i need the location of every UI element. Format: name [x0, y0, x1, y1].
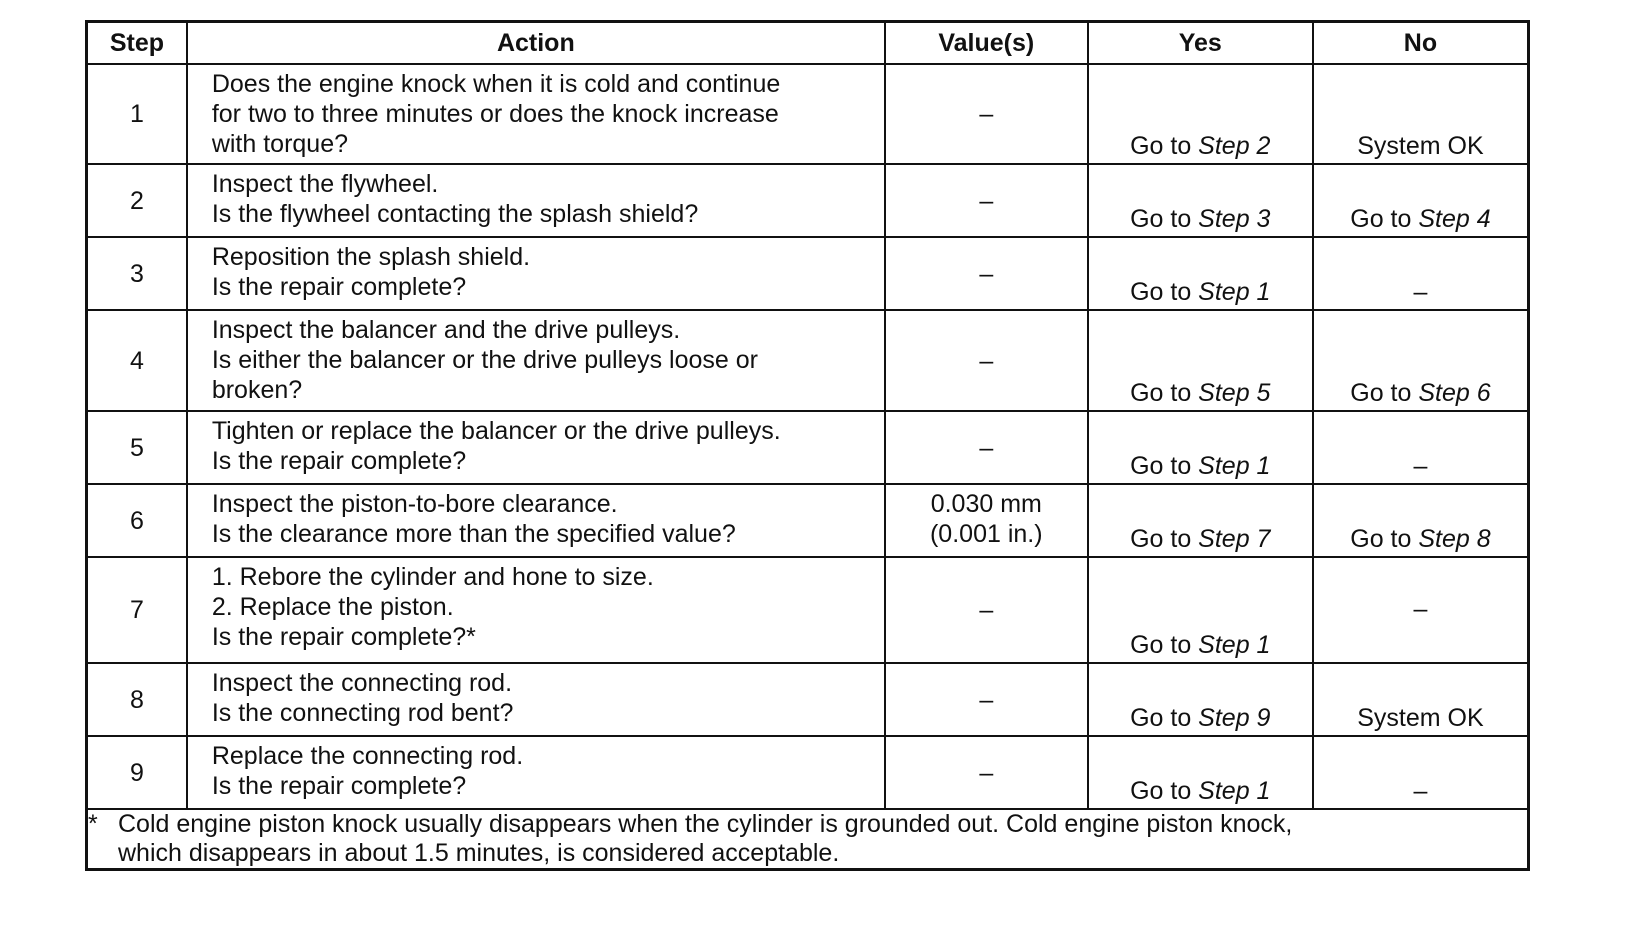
goto-step-ref: Step 1 — [1198, 631, 1271, 659]
goto-step-ref: Step 2 — [1198, 132, 1271, 160]
step-number: 3 — [87, 237, 187, 310]
value-cell — [885, 663, 1088, 736]
goto-prefix: Go to — [1130, 278, 1199, 306]
value-line: (0.001 in.) — [929, 520, 1043, 548]
action-cell — [187, 310, 885, 411]
action-line: Inspect the piston-to-bore clearance. — [211, 490, 618, 518]
value-line: – — [979, 346, 994, 375]
action-cell — [187, 484, 885, 557]
header-values: Value(s) — [885, 22, 1088, 65]
table-row — [87, 557, 1529, 663]
value-cell — [885, 164, 1088, 237]
goto-prefix: Go to — [1130, 777, 1199, 805]
value-cell — [885, 557, 1088, 663]
table-row — [87, 411, 1529, 484]
yes-cell — [1088, 484, 1313, 557]
action-line: with torque? — [211, 130, 349, 158]
goto-step-ref: Step 5 — [1198, 379, 1271, 407]
action-cell — [187, 557, 885, 663]
yes-cell — [1088, 64, 1313, 164]
goto-prefix: Go to — [1130, 132, 1199, 160]
no-cell — [1313, 484, 1529, 557]
goto-step-ref: Step 9 — [1198, 704, 1271, 732]
no-cell — [1313, 310, 1529, 411]
goto-step-ref: Step 1 — [1198, 452, 1271, 480]
yes-cell — [1088, 663, 1313, 736]
action-line: Is the repair complete?* — [211, 623, 476, 651]
action-cell — [187, 736, 885, 809]
value-line: – — [979, 433, 994, 462]
footnote-row — [87, 809, 1529, 870]
action-cell — [187, 164, 885, 237]
goto-prefix: Go to — [1130, 631, 1199, 659]
action-line: Is the repair complete? — [211, 772, 467, 800]
step-number: 9 — [87, 736, 187, 809]
value-line: – — [979, 596, 994, 624]
action-line: Is the repair complete? — [211, 447, 467, 475]
value-line: – — [979, 100, 994, 128]
value-cell — [885, 310, 1088, 411]
action-cell — [187, 411, 885, 484]
action-cell — [187, 64, 885, 164]
diagnostic-table — [85, 20, 1530, 871]
yes-cell — [1088, 237, 1313, 310]
footnote-text — [118, 810, 1527, 868]
yes-cell — [1088, 164, 1313, 237]
action-line: Inspect the balancer and the drive pulleys. — [211, 316, 681, 344]
value-cell — [885, 736, 1088, 809]
footnote-line: Cold engine piston knock usually disappears when the cylinder is grounded out. Cold engine piston knock, — [118, 810, 1293, 838]
action-line: 2. Replace the piston. — [211, 593, 454, 621]
action-line: Inspect the connecting rod. — [211, 669, 513, 697]
table-row — [87, 484, 1529, 557]
no-cell — [1313, 663, 1529, 736]
no-cell — [1313, 557, 1529, 663]
action-line: Is the connecting rod bent? — [211, 699, 514, 727]
step-number: 2 — [87, 164, 187, 237]
footnote-cell — [87, 809, 1529, 870]
yes-cell — [1088, 557, 1313, 663]
table-row — [87, 237, 1529, 310]
action-line: Reposition the splash shield. — [211, 243, 531, 271]
step-number: 1 — [87, 64, 187, 164]
value-line: – — [979, 186, 994, 215]
no-text: – — [1413, 278, 1428, 306]
header-row — [87, 22, 1529, 65]
table-row — [87, 310, 1529, 411]
no-cell — [1313, 411, 1529, 484]
step-number: 5 — [87, 411, 187, 484]
action-line: Is the clearance more than the specified value? — [211, 520, 736, 548]
no-text: System OK — [1357, 704, 1484, 732]
goto-prefix: Go to — [1130, 379, 1199, 407]
action-line: 1. Rebore the cylinder and hone to size. — [211, 563, 654, 591]
goto-step-ref: Step 7 — [1198, 525, 1271, 553]
action-line: for two to three minutes or does the knock increase — [211, 100, 779, 128]
header-step: Step — [87, 22, 187, 65]
action-cell — [187, 663, 885, 736]
goto-step-ref: Step 4 — [1418, 205, 1491, 233]
step-number: 6 — [87, 484, 187, 557]
value-cell — [885, 237, 1088, 310]
table-row — [87, 736, 1529, 809]
header-no: No — [1313, 22, 1529, 65]
goto-step-ref: Step 8 — [1418, 525, 1491, 553]
action-line: Tighten or replace the balancer or the drive pulleys. — [211, 417, 781, 445]
value-line: – — [979, 758, 994, 787]
action-line: Does the engine knock when it is cold and continue — [211, 70, 781, 98]
no-text: System OK — [1357, 132, 1484, 160]
table-row — [87, 164, 1529, 237]
goto-prefix: Go to — [1350, 205, 1419, 233]
yes-cell — [1088, 736, 1313, 809]
step-number: 8 — [87, 663, 187, 736]
goto-prefix: Go to — [1350, 525, 1419, 553]
no-text: – — [1413, 452, 1428, 480]
footnote-line: which disappears in about 1.5 minutes, is considered acceptable. — [118, 839, 840, 867]
goto-prefix: Go to — [1130, 525, 1199, 553]
goto-prefix: Go to — [1130, 205, 1199, 233]
table-row — [87, 663, 1529, 736]
header-yes: Yes — [1088, 22, 1313, 65]
value-line: – — [979, 259, 994, 288]
yes-cell — [1088, 411, 1313, 484]
step-number: 7 — [87, 557, 187, 663]
no-cell — [1313, 736, 1529, 809]
no-cell — [1313, 237, 1529, 310]
goto-step-ref: Step 3 — [1198, 205, 1271, 233]
goto-prefix: Go to — [1130, 704, 1199, 732]
action-line: Replace the connecting rod. — [211, 742, 524, 770]
value-line: 0.030 mm — [930, 490, 1042, 518]
yes-cell — [1088, 310, 1313, 411]
action-line: Is either the balancer or the drive pulleys loose or — [211, 346, 758, 374]
header-action: Action — [187, 22, 885, 65]
value-cell — [885, 411, 1088, 484]
goto-prefix: Go to — [1130, 452, 1199, 480]
no-text: – — [1413, 595, 1428, 623]
action-cell — [187, 237, 885, 310]
value-cell — [885, 64, 1088, 164]
goto-step-ref: Step 1 — [1198, 777, 1271, 805]
value-line: – — [979, 685, 994, 714]
no-cell — [1313, 64, 1529, 164]
table-row — [87, 64, 1529, 164]
action-line: Is the flywheel contacting the splash shield? — [211, 200, 699, 228]
action-line: broken? — [211, 376, 303, 404]
action-line: Is the repair complete? — [211, 273, 467, 301]
no-cell — [1313, 164, 1529, 237]
table-body — [87, 64, 1529, 809]
goto-step-ref: Step 6 — [1418, 379, 1491, 407]
footnote — [88, 810, 1527, 868]
step-number: 4 — [87, 310, 187, 411]
value-cell — [885, 484, 1088, 557]
action-line: Inspect the flywheel. — [211, 170, 439, 198]
no-text: – — [1413, 777, 1428, 805]
goto-prefix: Go to — [1350, 379, 1419, 407]
footnote-asterisk: * — [88, 810, 98, 838]
goto-step-ref: Step 1 — [1198, 278, 1271, 306]
